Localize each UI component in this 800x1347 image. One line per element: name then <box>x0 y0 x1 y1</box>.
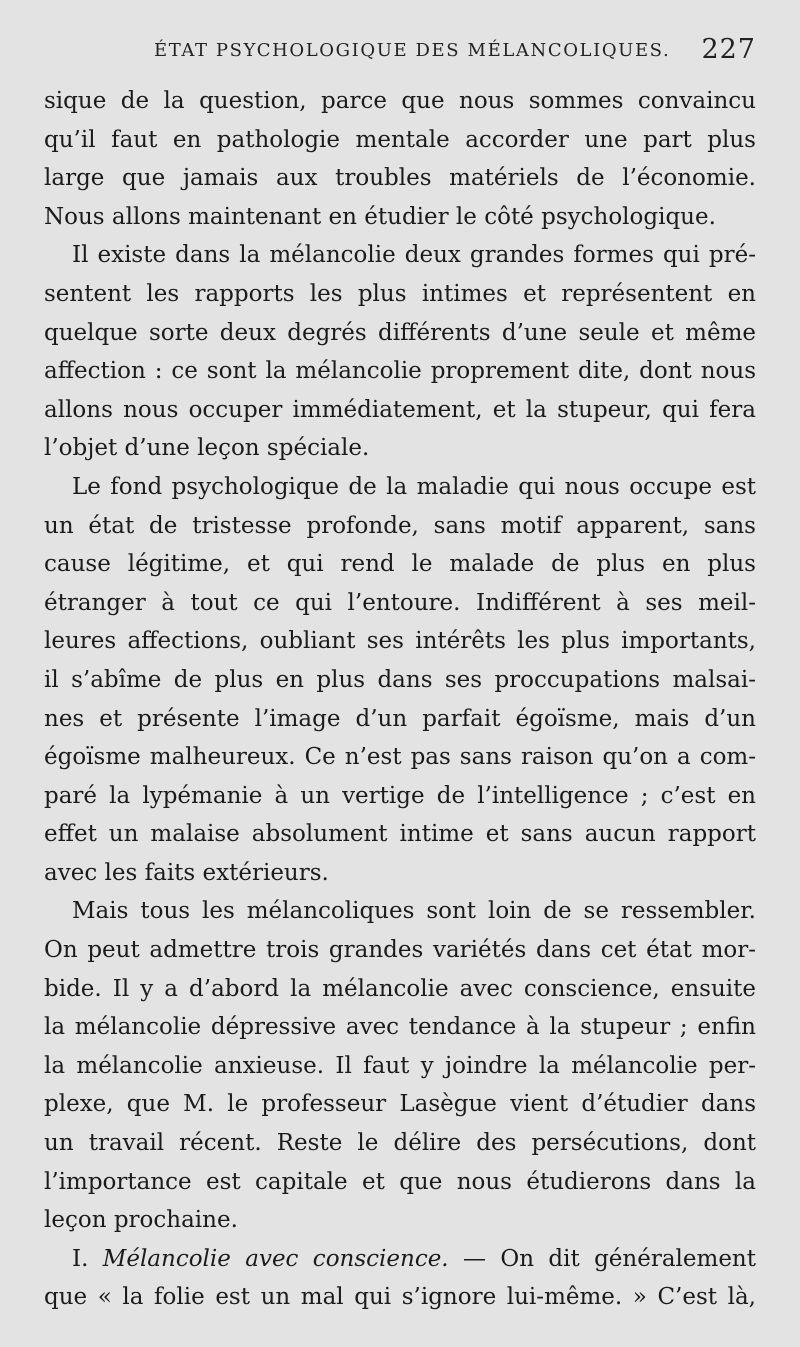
text-line: la mélancolie dépressive avec tendance à la stupeur ; enfin <box>44 1014 756 1041</box>
text-line: Nous allons maintenant en étudier le côté psychologique. <box>44 203 716 230</box>
text-line: affection : ce sont la mélancolie proprement dite, dont nous <box>44 358 756 385</box>
text-line: il s’abîme de plus en plus dans ses proccupations malsai- <box>44 666 756 693</box>
text-line: égoïsme malheureux. Ce n’est pas sans raison qu’on a com- <box>44 744 756 771</box>
text-line: cause légitime, et qui rend le malade de plus en plus <box>44 551 756 578</box>
text-line: bide. Il y a d’abord la mélancolie avec conscience, ensuite <box>44 975 756 1002</box>
section-number: I. <box>72 1245 89 1272</box>
section-heading-continuation: — On dit généralement <box>448 1245 756 1272</box>
text-line: un état de tristesse profonde, sans motif apparent, sans <box>44 512 756 539</box>
body-text <box>44 82 756 1317</box>
text-line: un travail récent. Reste le délire des persécutions, dont <box>44 1130 756 1157</box>
page-number: 227 <box>701 34 756 65</box>
text-line: étranger à tout ce qui l’entoure. Indifférent à ses meil- <box>44 589 756 616</box>
section-paragraph <box>44 1240 756 1317</box>
paragraph-4 <box>44 892 756 1239</box>
text-line: Mais tous les mélancoliques sont loin de se ressembler. <box>72 898 756 925</box>
text-line: nes et présente l’image d’un parfait égoïsme, mais d’un <box>44 705 756 732</box>
text-line: Il existe dans la mélancolie deux grandes formes qui pré- <box>72 242 756 269</box>
text-line: sique de la question, parce que nous sommes convaincu <box>44 88 756 114</box>
text-line: l’importance est capitale et que nous étudierons dans la <box>44 1168 756 1195</box>
section-heading: Mélancolie avec conscience. <box>102 1245 449 1272</box>
paragraph-2 <box>44 236 756 468</box>
text-line: paré la lypémanie à un vertige de l’intelligence ; c’est en <box>44 782 756 809</box>
text-line: que « la folie est un mal qui s’ignore lui-même. » C’est là, <box>44 1284 756 1311</box>
text-line: sentent les rapports les plus intimes et représentent en <box>44 280 756 307</box>
text-line: quelque sorte deux degrés différents d’une seule et même <box>44 319 756 346</box>
paragraph-1 <box>44 82 756 236</box>
text-line: leçon prochaine. <box>44 1207 238 1234</box>
section-heading-line <box>44 1240 756 1279</box>
text-line: plexe, que M. le professeur Lasègue vient d’étudier dans <box>44 1091 756 1118</box>
running-head <box>44 30 756 82</box>
running-title: ÉTAT PSYCHOLOGIQUE DES MÉLANCOLIQUES. <box>154 40 671 61</box>
text-line: Le fond psychologique de la maladie qui nous occupe est <box>72 473 756 500</box>
text-line: large que jamais aux troubles matériels de l’économie. <box>44 165 756 192</box>
text-line: leures affections, oubliant ses intérêts les plus importants, <box>44 628 756 655</box>
text-line: qu’il faut en pathologie mentale accorder une part plus <box>44 126 756 153</box>
text-line: l’objet d’une leçon spéciale. <box>44 435 370 462</box>
text-line: avec les faits extérieurs. <box>44 859 329 886</box>
paragraph-3 <box>44 468 756 893</box>
text-line: effet un malaise absolument intime et sans aucun rapport <box>44 821 756 848</box>
text-line: la mélancolie anxieuse. Il faut y joindre la mélancolie per- <box>44 1052 756 1079</box>
text-line: allons nous occuper immédiatement, et la stupeur, qui fera <box>44 396 756 423</box>
text-line: On peut admettre trois grandes variétés dans cet état mor- <box>44 937 756 964</box>
